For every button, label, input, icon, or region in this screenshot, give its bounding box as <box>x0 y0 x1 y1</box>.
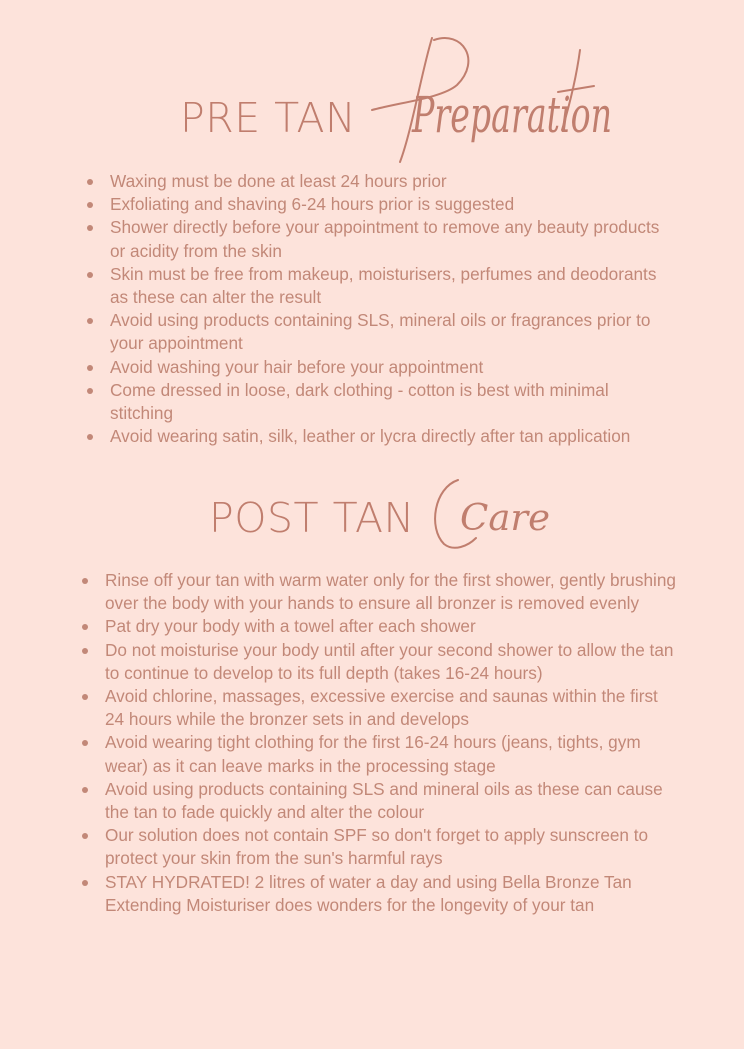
bullet-icon <box>87 179 93 185</box>
post-tan-item <box>81 685 681 731</box>
bullet-icon <box>87 434 93 440</box>
pre-tan-title-script <box>362 30 622 170</box>
bullet-icon <box>82 787 88 793</box>
post-tan-title-script <box>424 468 564 558</box>
pre-tan-heading <box>180 94 357 142</box>
bullet-icon <box>82 694 88 700</box>
item-text: Exfoliating and shaving 6-24 hours prior is suggested <box>110 194 515 215</box>
bullet-icon <box>82 740 88 746</box>
bullet-icon <box>82 880 88 886</box>
item-text: Rinse off your tan with warm water only for the first shower, gently brushing over the body with your hands to ensure all bronzer is removed evenly <box>105 570 676 614</box>
item-text: STAY HYDRATED! 2 litres of water a day and using Bella Bronze Tan Extending Moisturiser does wonders for the longevity of your tan <box>105 871 632 915</box>
item-text: Avoid wearing tight clothing for the first 16-24 hours (jeans, tights, gym wear) as it can leave marks in the processing stage <box>105 732 641 776</box>
post-tan-list <box>81 569 681 917</box>
bullet-icon <box>87 272 93 278</box>
item-text: Waxing must be done at least 24 hours prior <box>110 171 447 191</box>
bullet-icon <box>87 318 93 324</box>
item-text: Our solution does not contain SPF so don't forget to apply sunscreen to protect your skin from the sun's harmful rays <box>105 825 649 869</box>
pre-tan-title-script-text: Preparation <box>411 86 612 144</box>
bullet-icon <box>87 225 93 231</box>
item-text: Skin must be free from makeup, moisturisers, perfumes and deodorants as these can alter the result <box>110 263 657 308</box>
post-tan-item <box>81 569 681 615</box>
item-text: Come dressed in loose, dark clothing - cotton is best with minimal stitching <box>110 379 609 424</box>
pre-tan-item <box>86 193 676 216</box>
item-text: Avoid using products containing SLS, mineral oils or fragrances prior to your appointment <box>110 310 651 354</box>
bullet-icon <box>87 202 93 208</box>
bullet-icon <box>82 578 88 584</box>
pre-tan-title-block: PRE TAN <box>180 94 357 142</box>
bullet-icon <box>82 624 88 630</box>
item-text: Shower directly before your appointment to remove any beauty products or acidity from the skin <box>110 217 660 261</box>
post-tan-item <box>81 824 681 870</box>
bullet-icon <box>87 388 93 394</box>
post-tan-heading <box>209 494 415 542</box>
item-text: Pat dry your body with a towel after each shower <box>105 616 476 637</box>
post-tan-title-script-text: Care <box>460 498 550 539</box>
pre-tan-item <box>86 425 676 448</box>
bullet-icon <box>82 833 88 839</box>
bullet-icon <box>82 648 88 654</box>
post-tan-item <box>81 778 681 824</box>
post-tan-title-block: POST TAN <box>209 494 415 542</box>
post-tan-item <box>81 731 681 777</box>
item-text: Avoid chlorine, massages, excessive exercise and saunas within the first 24 hours while the bronzer sets in and develops <box>105 686 658 730</box>
pre-tan-item <box>86 379 676 425</box>
pre-tan-item <box>86 263 676 309</box>
pre-tan-item <box>86 170 676 193</box>
post-tan-item <box>81 615 681 638</box>
pre-tan-item <box>86 309 676 355</box>
item-text: Avoid using products containing SLS and mineral oils as these can cause the tan to fade quickly and alter the colour <box>105 778 663 823</box>
post-tan-item <box>81 871 681 917</box>
post-tan-item <box>81 639 681 685</box>
bullet-icon <box>87 365 93 371</box>
item-text: Avoid wearing satin, silk, leather or lycra directly after tan application <box>110 426 631 447</box>
pre-tan-item <box>86 356 676 379</box>
item-text: Avoid washing your hair before your appointment <box>110 356 484 377</box>
item-text: Do not moisturise your body until after your second shower to allow the tan to continue to develop to its full depth (takes 16-24 hours) <box>105 639 674 683</box>
pre-tan-item <box>86 216 676 262</box>
pre-tan-list <box>86 170 676 448</box>
